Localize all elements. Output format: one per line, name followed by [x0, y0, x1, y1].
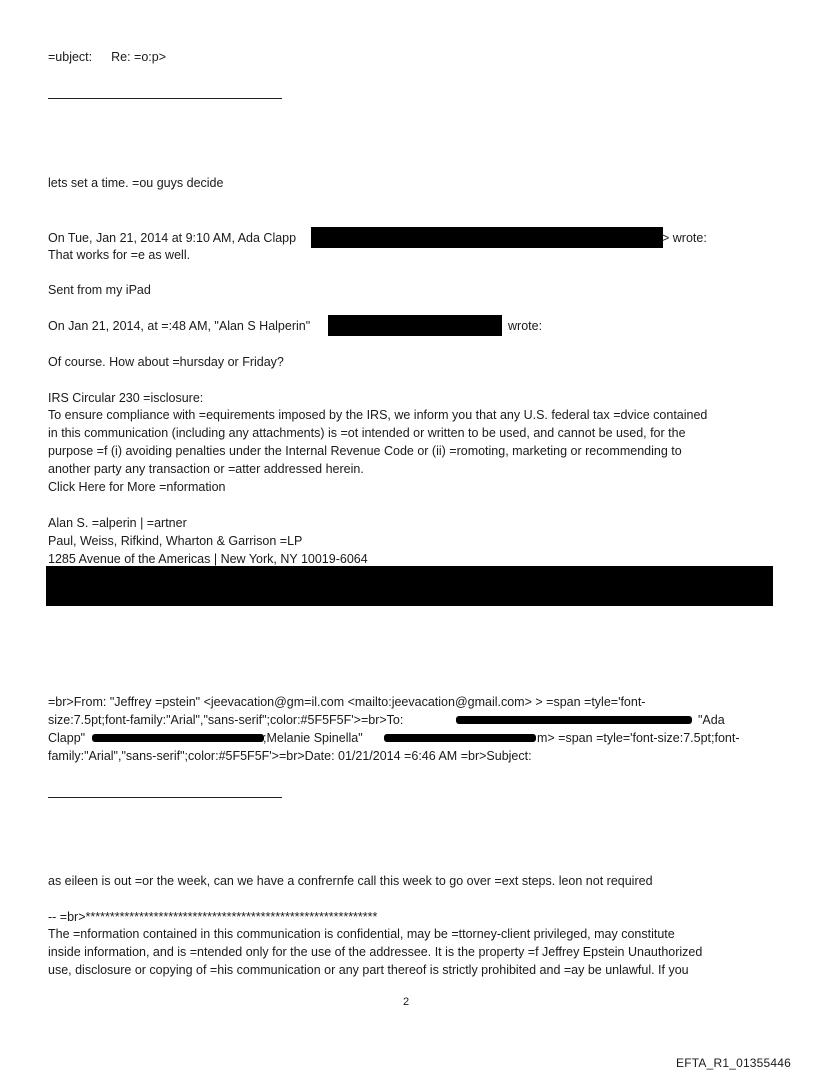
redaction-block [311, 227, 663, 248]
confidentiality-line: use, disclosure or copying of =his communication or any part thereof is strictly prohibited and =ay be unlawful. If you [48, 963, 689, 977]
irs-line: To ensure compliance with =equirements imposed by the IRS, we inform you that any U.S. federal tax =dvice contained [48, 408, 708, 422]
message-text: as eileen is out =or the week, can we have a confrernfe call this week to go over =ext steps. leon not required [48, 874, 653, 888]
quote1-body: That works for =e as well. [48, 248, 191, 262]
quote1-wrote: > wrote: [662, 231, 707, 245]
to-line-ada: "Ada [698, 713, 725, 727]
confidentiality-line: inside information, and is =ntended only for the use of the addressee. It is the property =f Jeffrey Epstein Unauthorized [48, 945, 703, 959]
separator-line: -- =br>************************************************************ [48, 910, 378, 924]
redaction-block [328, 315, 502, 336]
to-line-clapp: Clapp" [48, 731, 86, 745]
message-divider [48, 797, 282, 798]
click-here-link[interactable]: Click Here for More =nformation [48, 480, 226, 494]
irs-line: another party any transaction or =atter addressed herein. [48, 462, 364, 476]
redaction-block [46, 566, 773, 606]
to-line-span: m> =span =tyle='font-size:7.5pt;font- [537, 731, 740, 745]
sent-from: Sent from my iPad [48, 283, 151, 297]
from-line: =br>From: "Jeffrey =pstein" <jeevacation@gm=il.com <mailto:jeevacation@gmail.com> > =span =tyle='font- [48, 695, 646, 709]
redaction-smear [384, 734, 536, 742]
to-line: size:7.5pt;font-family:"Arial","sans-serif";color:#5F5F5F'>=br>To: [48, 713, 404, 727]
redaction-smear [456, 716, 692, 724]
subject-label: =ubject: [48, 50, 93, 64]
to-line-spinella: ;Melanie Spinella" [263, 731, 363, 745]
header-divider [48, 98, 282, 99]
signature-address: 1285 Avenue of the Americas | New York, NY 10019-6064 [48, 552, 368, 566]
subject-line [48, 48, 166, 66]
quote2-wrote: wrote: [508, 319, 543, 333]
signature-firm: Paul, Weiss, Rifkind, Wharton & Garrison =LP [48, 534, 303, 548]
confidentiality-line: The =nformation contained in this communication is confidential, may be =ttorney-client privileged, may constitute [48, 927, 675, 941]
page-number: 2 [403, 996, 410, 1008]
quote2-header: On Jan 21, 2014, at =:48 AM, "Alan S Halperin" [48, 319, 311, 333]
reply-text: lets set a time. =ou guys decide [48, 176, 224, 190]
subject-value: Re: =o:p> [111, 50, 167, 64]
irs-title: IRS Circular 230 =isclosure: [48, 391, 204, 405]
irs-line: in this communication (including any attachments) is =ot intended or written to be used, and cannot be used, for the [48, 426, 686, 440]
date-line: family:"Arial","sans-serif";color:#5F5F5F'>=br>Date: 01/21/2014 =6:46 AM =br>Subject: [48, 749, 532, 763]
irs-line: purpose =f (i) avoiding penalties under the Internal Revenue Code or (ii) =romoting, marketing or recommending to [48, 444, 682, 458]
quote1-header: On Tue, Jan 21, 2014 at 9:10 AM, Ada Clapp [48, 231, 297, 245]
document-id: EFTA_R1_01355446 [676, 1056, 792, 1070]
signature-name: Alan S. =alperin | =artner [48, 516, 187, 530]
of-course-text: Of course. How about =hursday or Friday? [48, 355, 284, 369]
redaction-smear [92, 734, 264, 742]
